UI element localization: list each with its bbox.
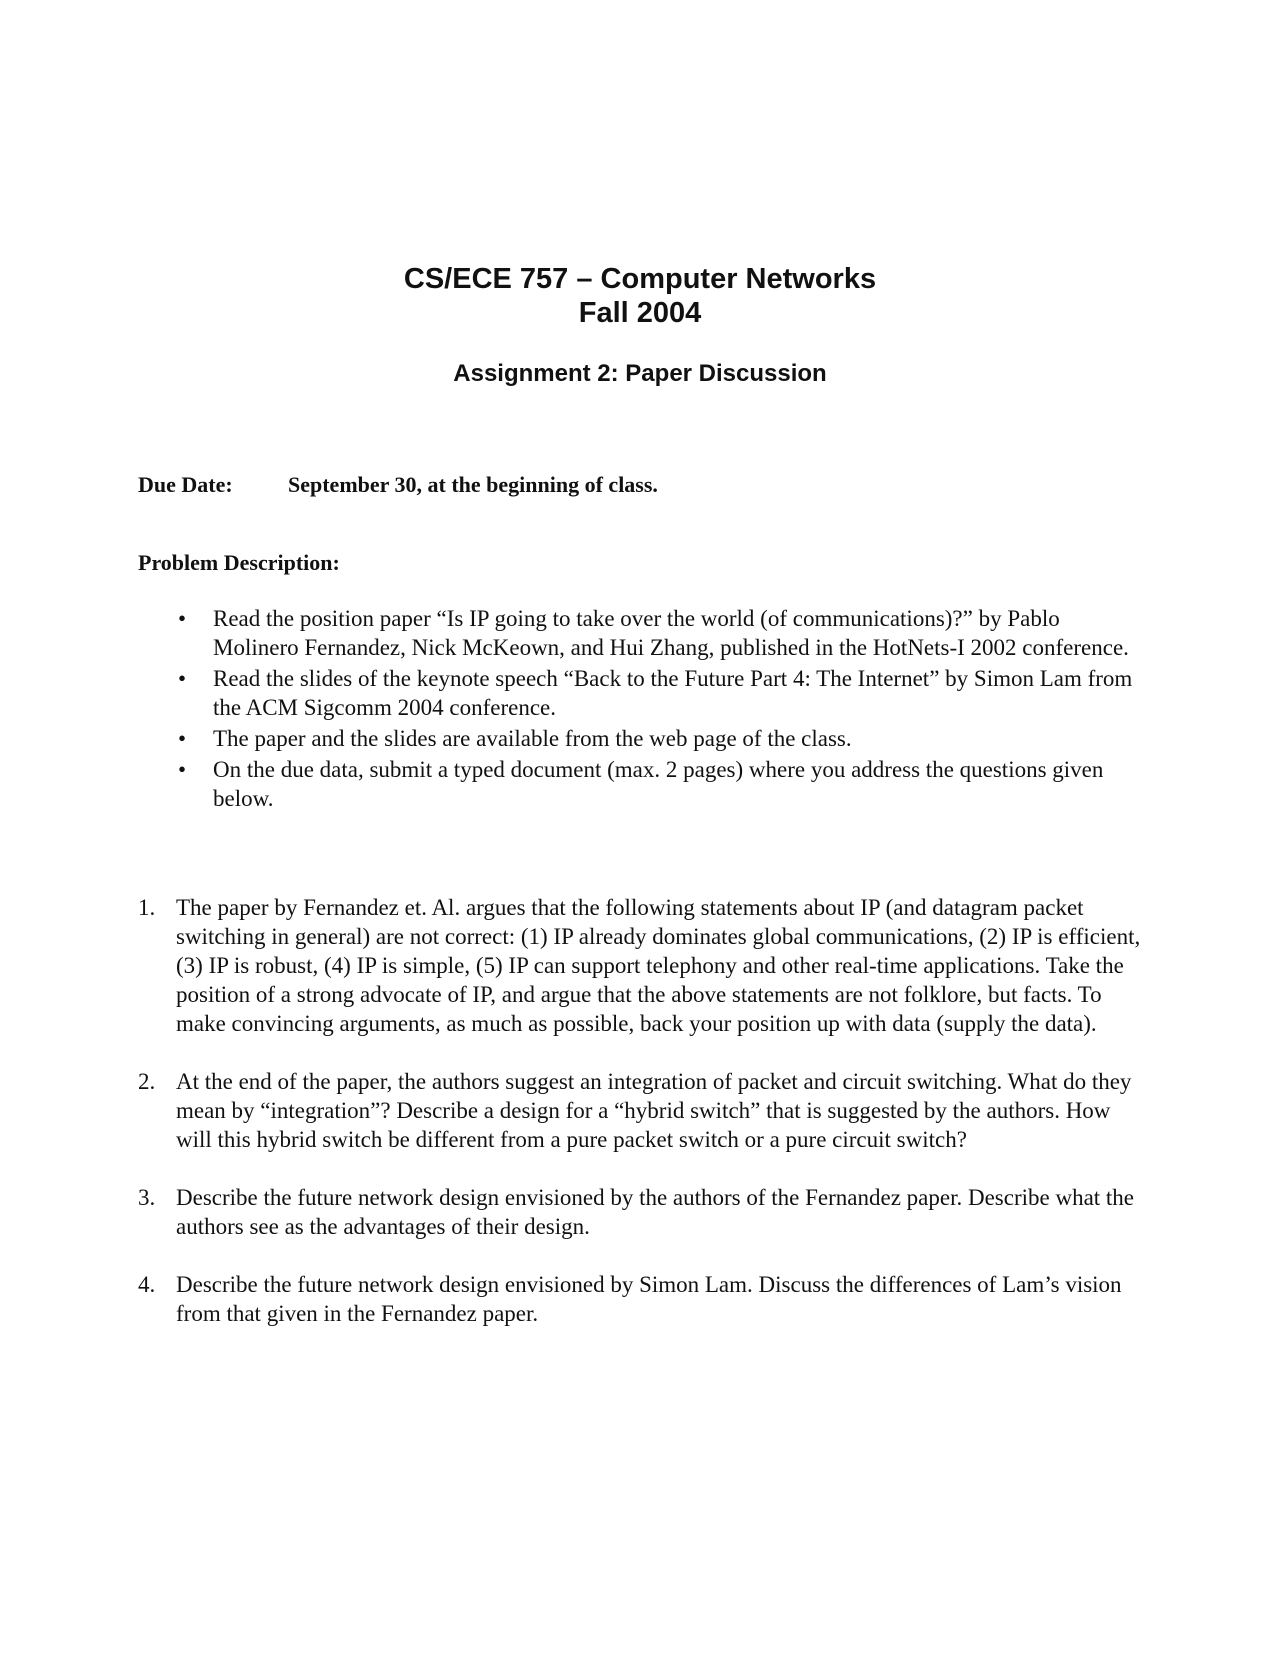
question-number: 3. <box>138 1185 156 1210</box>
due-date-label: Due Date: <box>138 472 233 497</box>
question-number: 1. <box>138 895 156 920</box>
instruction-item <box>138 755 1148 813</box>
instruction-text: Read the slides of the keynote speech “Back to the Future Part 4: The Internet” by Simon Lam from the ACM Sigcomm 2004 conference. <box>213 666 1133 720</box>
bullet-icon: • <box>178 666 187 691</box>
due-date-line <box>138 472 658 498</box>
term-title: Fall 2004 <box>578 297 702 329</box>
assignment-title: Assignment 2: Paper Discussion <box>453 360 827 387</box>
question-text: Describe the future network design envisioned by the authors of the Fernandez paper. Describe what the authors see as the advantages of their design. <box>176 1185 1135 1239</box>
question-number: 4. <box>138 1272 156 1297</box>
due-date-value: September 30, at the beginning of class. <box>288 472 658 497</box>
instruction-item <box>138 724 1148 753</box>
course-title: CS/ECE 757 – Computer Networks <box>403 263 877 295</box>
question-item <box>138 1183 1148 1241</box>
instructions-list <box>138 604 1148 815</box>
bullet-icon: • <box>178 606 187 631</box>
question-text: Describe the future network design envisioned by Simon Lam. Discuss the differences of Lam’s vision from that given in the Fernandez paper. <box>176 1272 1122 1326</box>
questions-list <box>138 893 1148 1357</box>
instruction-text: The paper and the slides are available from the web page of the class. <box>213 726 852 751</box>
bullet-icon: • <box>178 726 187 751</box>
instruction-text: Read the position paper “Is IP going to take over the world (of communications)?” by Pablo Molinero Fernandez, Nick McKeown, and Hui Zhang, published in the HotNets-I 2002 conference. <box>213 606 1129 660</box>
instruction-text: On the due data, submit a typed document (max. 2 pages) where you address the questions given below. <box>213 757 1104 811</box>
question-item <box>138 1067 1148 1154</box>
question-number: 2. <box>138 1069 156 1094</box>
bullet-icon: • <box>178 757 187 782</box>
instruction-item <box>138 664 1148 722</box>
instruction-item <box>138 604 1148 662</box>
question-text: At the end of the paper, the authors suggest an integration of packet and circuit switching. What do they mean by “integration”? Describe a design for a “hybrid switch” that is suggested by the authors. How will this hybrid switch be different from a pure packet switch or a pure circuit switch? <box>176 1069 1132 1152</box>
question-item <box>138 893 1148 1038</box>
problem-description-heading: Problem Description: <box>138 550 340 575</box>
question-item <box>138 1270 1148 1328</box>
question-text: The paper by Fernandez et. Al. argues that the following statements about IP (and datagram packet switching in general) are not correct: (1) IP already dominates global communications, (2) IP is efficient, (3) IP is robust, (4) IP is simple, (5) IP can support telephony and other real-time applications. Take the position of a strong advocate of IP, and argue that the above statements are not folklore, but facts. To make convincing arguments, as much as possible, back your position up with data (supply the data). <box>176 895 1141 1036</box>
